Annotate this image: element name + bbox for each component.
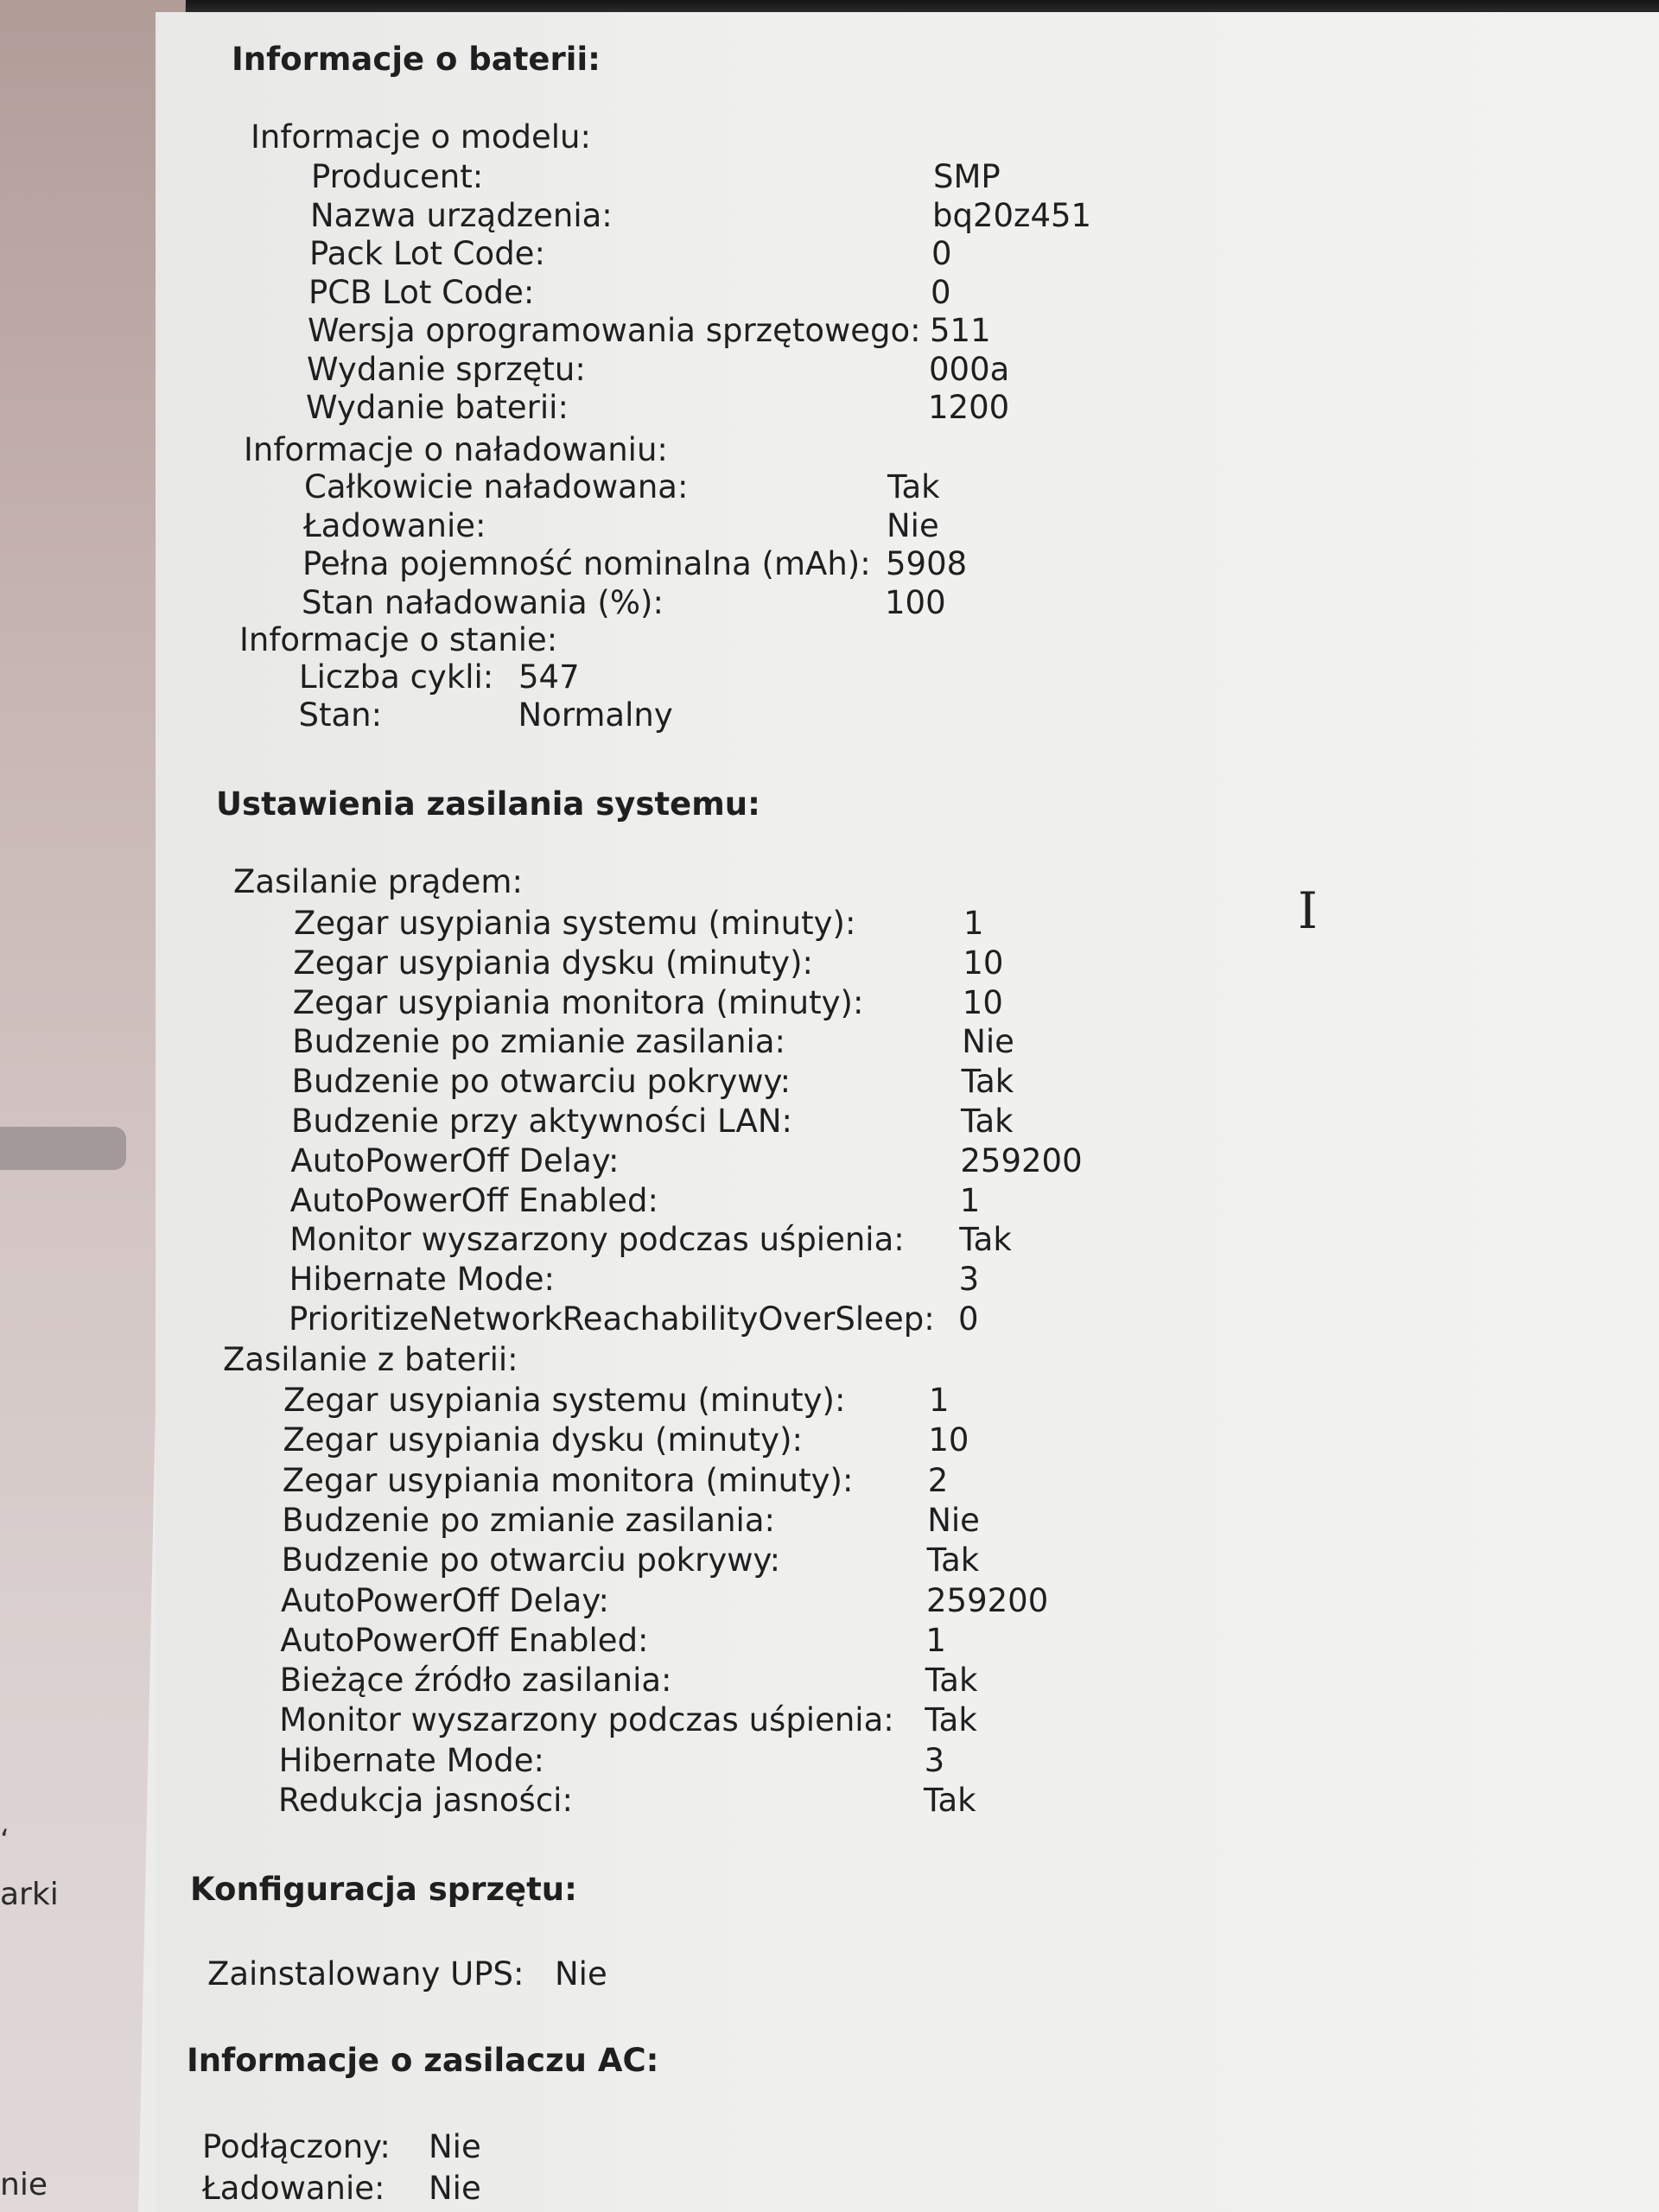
- row-value: 259200: [960, 1141, 1083, 1179]
- group-heading-battery-power: Zasilanie z baterii:: [223, 1341, 518, 1378]
- row-label: Hibernate Mode:: [278, 1741, 544, 1779]
- row-label: Redukcja jasności:: [278, 1782, 573, 1819]
- row-label: Wydanie sprzętu:: [307, 350, 586, 388]
- row-value: Tak: [961, 1063, 1014, 1101]
- row-value: 1: [929, 1382, 950, 1419]
- row-value: 100: [885, 583, 946, 621]
- row-value: Nie: [887, 506, 939, 544]
- section-title-battery: Informacje o baterii:: [232, 41, 601, 78]
- row-label: Monitor wyszarzony podczas uśpienia:: [289, 1221, 905, 1259]
- row-value: SMP: [933, 158, 1001, 195]
- row-value: bq20z451: [932, 196, 1092, 234]
- row-label: Ładowanie:: [202, 2170, 385, 2207]
- row-label: AutoPowerOff Delay:: [281, 1581, 610, 1619]
- row-label: Wersja oprogramowania sprzętowego:: [308, 312, 921, 349]
- row-value: 0: [958, 1300, 979, 1338]
- group-heading-charge: Informacje o naładowaniu:: [244, 431, 668, 468]
- row-label: Liczba cykli:: [299, 658, 494, 696]
- section-title-power: Ustawienia zasilania systemu:: [216, 785, 760, 823]
- row-label: AutoPowerOff Enabled:: [280, 1621, 649, 1659]
- row-value: Tak: [961, 1103, 1014, 1140]
- row-value: 0: [931, 235, 952, 272]
- row-label: Stan:: [298, 696, 383, 734]
- section-title-ac-adapter: Informacje o zasilaczu AC:: [187, 2042, 659, 2079]
- row-label: Budzenie przy aktywności LAN:: [291, 1103, 792, 1140]
- row-value: Normalny: [518, 696, 673, 734]
- row-value: Tak: [925, 1662, 978, 1700]
- group-heading-model: Informacje o modelu:: [251, 118, 591, 156]
- section-title-hardware: Konfiguracja sprzętu:: [190, 1871, 577, 1908]
- row-value: Nie: [429, 2170, 481, 2207]
- row-label: Zegar usypiania systemu (minuty):: [283, 1382, 846, 1419]
- group-heading-health: Informacje o stanie:: [239, 621, 558, 658]
- row-label: Zainstalowany UPS:: [207, 1955, 524, 1993]
- row-value: Nie: [962, 1023, 1014, 1061]
- row-value: Tak: [924, 1782, 976, 1819]
- row-label: Budzenie po zmianie zasilania:: [282, 1501, 775, 1539]
- row-label: Budzenie po otwarciu pokrywy:: [281, 1541, 781, 1580]
- row-label: Zegar usypiania monitora (minuty):: [292, 983, 864, 1021]
- row-label: Producent:: [311, 158, 484, 195]
- row-value: 5908: [886, 545, 968, 582]
- row-value: 10: [962, 983, 1003, 1021]
- row-value: Tak: [926, 1541, 980, 1580]
- row-value: Tak: [887, 468, 940, 505]
- row-label: PCB Lot Code:: [308, 273, 535, 311]
- i-beam-cursor-icon: I: [1298, 881, 1318, 940]
- row-label: PrioritizeNetworkReachabilityOverSleep:: [289, 1300, 935, 1338]
- row-value: 1200: [928, 389, 1010, 426]
- row-value: 3: [924, 1741, 945, 1779]
- row-value: 10: [928, 1421, 969, 1459]
- row-value: Nie: [429, 2128, 481, 2165]
- row-value: 1: [925, 1621, 946, 1659]
- row-label: Zegar usypiania systemu (minuty):: [294, 905, 856, 942]
- row-label: Zegar usypiania monitora (minuty):: [282, 1461, 854, 1499]
- row-label: Całkowicie naładowana:: [304, 468, 689, 505]
- sidebar-item-partial[interactable]: arki: [0, 1877, 59, 1912]
- screen-bezel: [0, 0, 1659, 12]
- row-label: Podłączony:: [202, 2128, 391, 2165]
- row-value: 3: [958, 1261, 980, 1299]
- sidebar-tick-mark: ʻ: [0, 1823, 10, 1858]
- row-label: Stan naładowania (%):: [302, 583, 664, 621]
- row-label: Nazwa urządzenia:: [310, 196, 613, 234]
- row-label: Zegar usypiania dysku (minuty):: [293, 944, 813, 982]
- row-label: Wydanie baterii:: [306, 389, 569, 426]
- row-value: 547: [518, 658, 580, 696]
- row-value: 0: [931, 273, 951, 311]
- row-value: Nie: [927, 1501, 980, 1539]
- row-label: AutoPowerOff Delay:: [290, 1141, 620, 1179]
- row-label: Pack Lot Code:: [309, 235, 545, 272]
- row-value: 2: [927, 1461, 949, 1499]
- row-label: Budzenie po zmianie zasilania:: [292, 1023, 785, 1061]
- sidebar-item-partial[interactable]: nie: [0, 2167, 48, 2202]
- row-value: 000a: [929, 350, 1010, 388]
- row-value: 511: [930, 312, 991, 349]
- row-value: 1: [959, 1181, 981, 1219]
- row-value: Tak: [925, 1701, 977, 1739]
- row-label: Budzenie po otwarciu pokrywy:: [291, 1063, 791, 1101]
- row-value: 10: [963, 944, 1004, 982]
- row-value: Nie: [555, 1955, 607, 1993]
- row-value: Tak: [959, 1221, 1012, 1259]
- row-value: 259200: [926, 1581, 1049, 1619]
- group-heading-ac-power: Zasilanie prądem:: [233, 863, 523, 900]
- row-label: AutoPowerOff Enabled:: [289, 1181, 658, 1219]
- row-label: Bieżące źródło zasilania:: [279, 1662, 672, 1700]
- row-label: Zegar usypiania dysku (minuty):: [283, 1421, 803, 1459]
- sidebar-selected-item[interactable]: [0, 1127, 126, 1170]
- row-label: Hibernate Mode:: [289, 1261, 555, 1299]
- row-label: Monitor wyszarzony podczas uśpienia:: [279, 1701, 894, 1739]
- row-value: 1: [963, 905, 984, 942]
- row-label: Pełna pojemność nominalna (mAh):: [302, 545, 871, 582]
- row-label: Ładowanie:: [303, 506, 486, 544]
